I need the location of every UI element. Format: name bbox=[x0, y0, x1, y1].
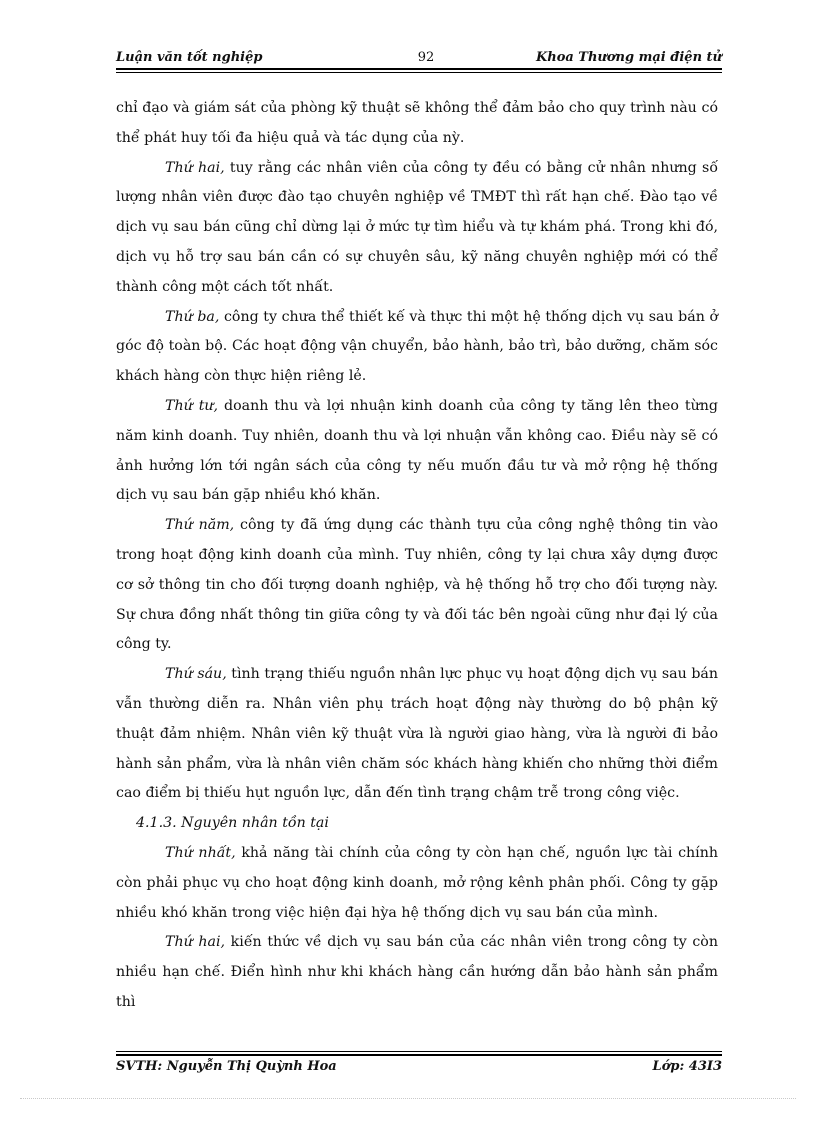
paragraph-text: tuy rằng các nhân viên của công ty đều có bằng cử nhân nhưng số lượng nhân viên được đào tạo chuyên nghiệp về TMĐT thì rất hạn chế. Đào tạo về dịch vụ sau bán cũng chỉ dừng lại ở mức tự tìm hiểu và tự khám phá. Trong khi đó, dịch vụ hỗ trợ sau bán cần có sự chuyên sâu, kỹ năng chuyên nghiệp mới có thể thành công một cách tốt nhất. bbox=[116, 159, 718, 295]
paragraph-thu-ba bbox=[116, 303, 718, 392]
paragraph-lead: Thứ nhất, bbox=[165, 844, 236, 861]
paragraph-continuation bbox=[116, 94, 718, 154]
footer-divider bbox=[116, 1051, 722, 1056]
paragraph-thu-hai bbox=[116, 154, 718, 303]
paragraph-thu-nhat bbox=[116, 839, 718, 928]
footer-student-name: SVTH: Nguyễn Thị Quỳnh Hoa bbox=[116, 1059, 337, 1074]
paragraph-thu-sau bbox=[116, 660, 718, 809]
header-divider bbox=[116, 68, 722, 73]
paragraph-lead: Thứ ba, bbox=[165, 308, 220, 325]
paragraph-text: kiến thức về dịch vụ sau bán của các nhân viên trong công ty còn nhiều hạn chế. Điển hình như khi khách hàng cần hướng dẫn bảo hành sản phẩm thì bbox=[116, 934, 718, 1010]
paragraph-lead: Thứ hai, bbox=[165, 934, 226, 951]
header-faculty: Khoa Thương mại điện tử bbox=[535, 50, 722, 65]
document-body bbox=[116, 94, 718, 1018]
paragraph-text: công ty chưa thể thiết kế và thực thi một hệ thống dịch vụ sau bán ở góc độ toàn bộ. Các hoạt động vận chuyển, bảo hành, bảo trì, bảo dưỡng, chăm sóc khách hàng còn thực hiện riêng lẻ. bbox=[116, 308, 718, 385]
paragraph-text: khả năng tài chính của công ty còn hạn chế, nguồn lực tài chính còn phải phục vụ cho hoạt động kinh doanh, mở rộng kênh phân phối. Công ty gặp nhiều khó khăn trong việc hiện đại hỳa hệ thống dịch vụ sau bán của mình. bbox=[116, 844, 718, 921]
paragraph-thu-tu bbox=[116, 392, 718, 511]
paragraph-text: công ty đã ứng dụng các thành tựu của công nghệ thông tin vào trong hoạt động kinh doanh của mình. Tuy nhiên, công ty lại chưa xây dựng được cơ sở thông tin cho đối tượng doanh nghiệp, và hệ thống hỗ trợ cho đối tượng này. Sự chưa đồng nhất thông tin giữa công ty và đối tác bên ngoài cũng như đại lý của công ty. bbox=[116, 517, 718, 653]
paragraph-thu-hai-2 bbox=[116, 928, 718, 1017]
footer-class: Lớp: 43I3 bbox=[652, 1059, 722, 1074]
paragraph-lead: Thứ tư, bbox=[165, 397, 219, 414]
paragraph-text: tình trạng thiếu nguồn nhân lực phục vụ hoạt động dịch vụ sau bán vẫn thường diễn ra. Nhân viên phụ trách hoạt động này thường do bộ phận kỹ thuật đảm nhiệm. Nhân viên kỹ thuật vừa là người giao hàng, vừa là người đi bảo hành sản phẩm, vừa là nhân viên chăm sóc khách hàng khiến cho những thời điểm cao điểm bị thiếu hụt nguồn lực, dẫn đến tình trạng chậm trễ trong công việc. bbox=[116, 666, 719, 802]
paragraph-thu-nam bbox=[116, 511, 718, 660]
paragraph-lead: Thứ sáu, bbox=[165, 666, 227, 683]
paragraph-lead: Thứ năm, bbox=[165, 517, 235, 534]
paragraph-lead: Thứ hai, bbox=[165, 159, 225, 176]
paragraph-text: chỉ đạo và giám sát của phòng kỹ thuật sẽ không thể đảm bảo cho quy trình nàu có thể phát huy tối đa hiệu quả và tác dụng của nỳ. bbox=[116, 100, 718, 146]
page-number: 92 bbox=[417, 50, 435, 65]
page-header bbox=[116, 50, 722, 68]
header-thesis-title: Luận văn tốt nghiệp bbox=[116, 50, 263, 65]
section-heading: 4.1.3. Nguyên nhân tồn tại bbox=[136, 815, 329, 832]
paragraph-text: doanh thu và lợi nhuận kinh doanh của công ty tăng lên theo từng năm kinh doanh. Tuy nhiên, doanh thu và lợi nhuận vẫn không cao. Điều này sẽ có ảnh hưởng lớn tới ngân sách của công ty nếu muốn đầu tư và mở rộng hệ thống dịch vụ sau bán gặp nhiều khó khăn. bbox=[116, 397, 718, 504]
page-footer bbox=[116, 1059, 722, 1077]
page-edge-line bbox=[20, 1098, 796, 1099]
